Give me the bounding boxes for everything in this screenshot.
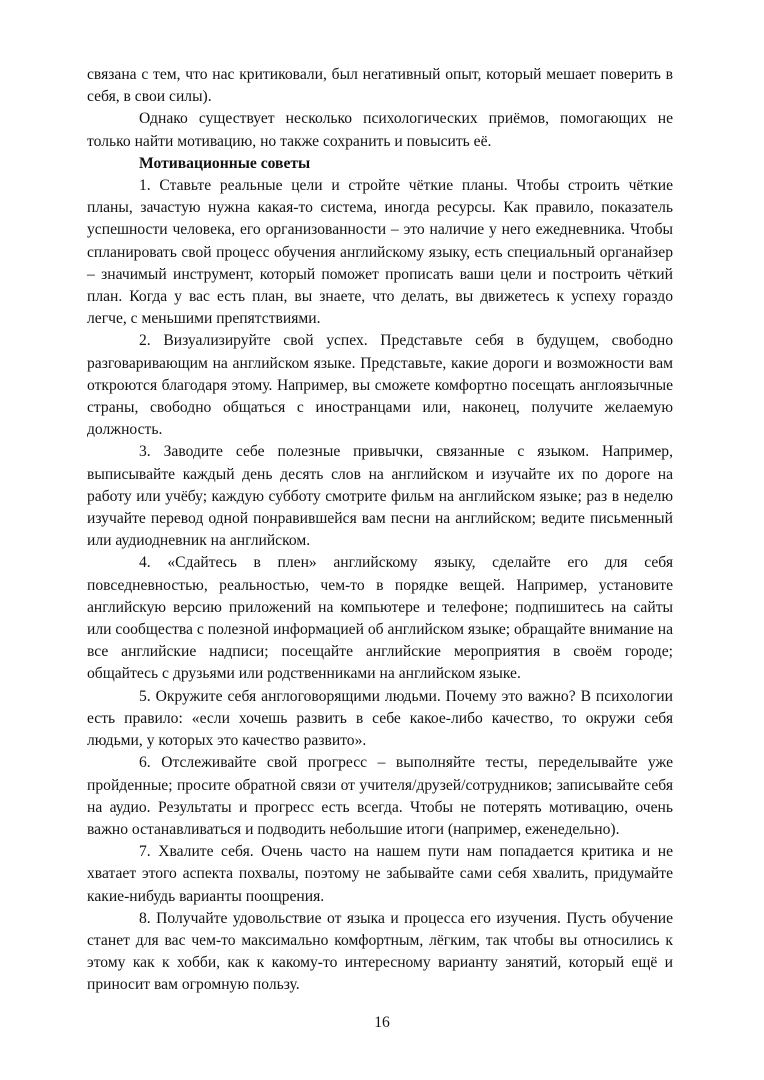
tip-paragraph-2: 2. Визуализируйте свой успех. Представьте себя в будущем, свободно разговаривающим на английском языке. Представьте, какие дороги и возможности вам откроются благодаря этому. Например, вы сможете комфортно посещать англоязычные страны, свободно общаться с иностранцами или, наконец, получите желаемую должность. [87, 332, 673, 439]
tip-paragraph-3: 3. Заводите себе полезные привычки, связанные с языком. Например, выписывайте каждый день десять слов на английском и изучайте их по дороге на работу или учёбу; каждую субботу смотрите фильм на английском языке; раз в неделю изучайте перевод одной понравившейся вам песни на английском; ведите письменный или аудиодневник на английском. [87, 443, 673, 550]
page-number: 16 [374, 1014, 390, 1031]
tip-paragraph-1: 1. Ставьте реальные цели и стройте чёткие планы. Чтобы строить чёткие планы, зачастую нужна какая-то система, иногда ресурсы. Как правило, показатель успешности человека, его организованности – это наличие у него ежедневника. Чтобы спланировать свой процесс обучения английскому языку, есть специальный органайзер – значимый инструмент, который поможет прописать ваши цели и построить чёткий план. Когда у вас есть план, вы знаете, что делать, вы движетесь к успеху гораздо легче, с меньшими препятствиями. [87, 177, 673, 328]
tip-paragraph-6: 6. Отслеживайте свой прогресс – выполняйте тесты, переделывайте уже пройденные; просите обратной связи от учителя/друзей/сотрудников; записывайте себя на аудио. Результаты и прогресс есть всегда. Чтобы не потерять мотивацию, очень важно останавливаться и подводить небольшие итоги (например, еженедельно). [87, 754, 673, 838]
tip-paragraph-8: 8. Получайте удовольствие от языка и процесса его изучения. Пусть обучение станет для вас чем-то максимально комфортным, лёгким, так чтобы вы относились к этому как к хобби, как к какому-то интересному варианту занятий, который ещё и приносит вам огромную пользу. [87, 909, 673, 994]
document-page [87, 64, 673, 997]
tip-paragraph-4: 4. «Сдайтесь в плен» английскому языку, сделайте его для себя повседневностью, реальностью, чем-то в порядке вещей. Например, установите английскую версию приложений на компьютере и телефоне; подпишитесь на сайты или сообщества с полезной информацией об английском языке; обращайте внимание на все английские надписи; посещайте английские мероприятия в своём городе; общайтесь с друзьями или родственниками на английском языке. [87, 554, 673, 683]
paragraph-intro: Однако существует несколько психологических приёмов, помогающих не только найти мотивацию, но также сохранить и повысить её. [87, 110, 673, 150]
paragraph-continuation: связана с тем, что нас критиковали, был негативный опыт, который мешает поверить в себя, в свои силы). [87, 66, 673, 106]
section-heading: Мотивационные советы [139, 154, 311, 172]
tip-paragraph-7: 7. Хвалите себя. Очень часто на нашем пути нам попадается критика и не хватает этого аспекта похвалы, поэтому не забывайте сами себя хвалить, придумайте какие-нибудь варианты поощрения. [87, 843, 673, 905]
tip-paragraph-5: 5. Окружите себя англоговорящими людьми. Почему это важно? В психологии есть правило: «если хочешь развить в себе какое-либо качество, то окружи себя людьми, у которых это качество развито». [87, 687, 673, 750]
